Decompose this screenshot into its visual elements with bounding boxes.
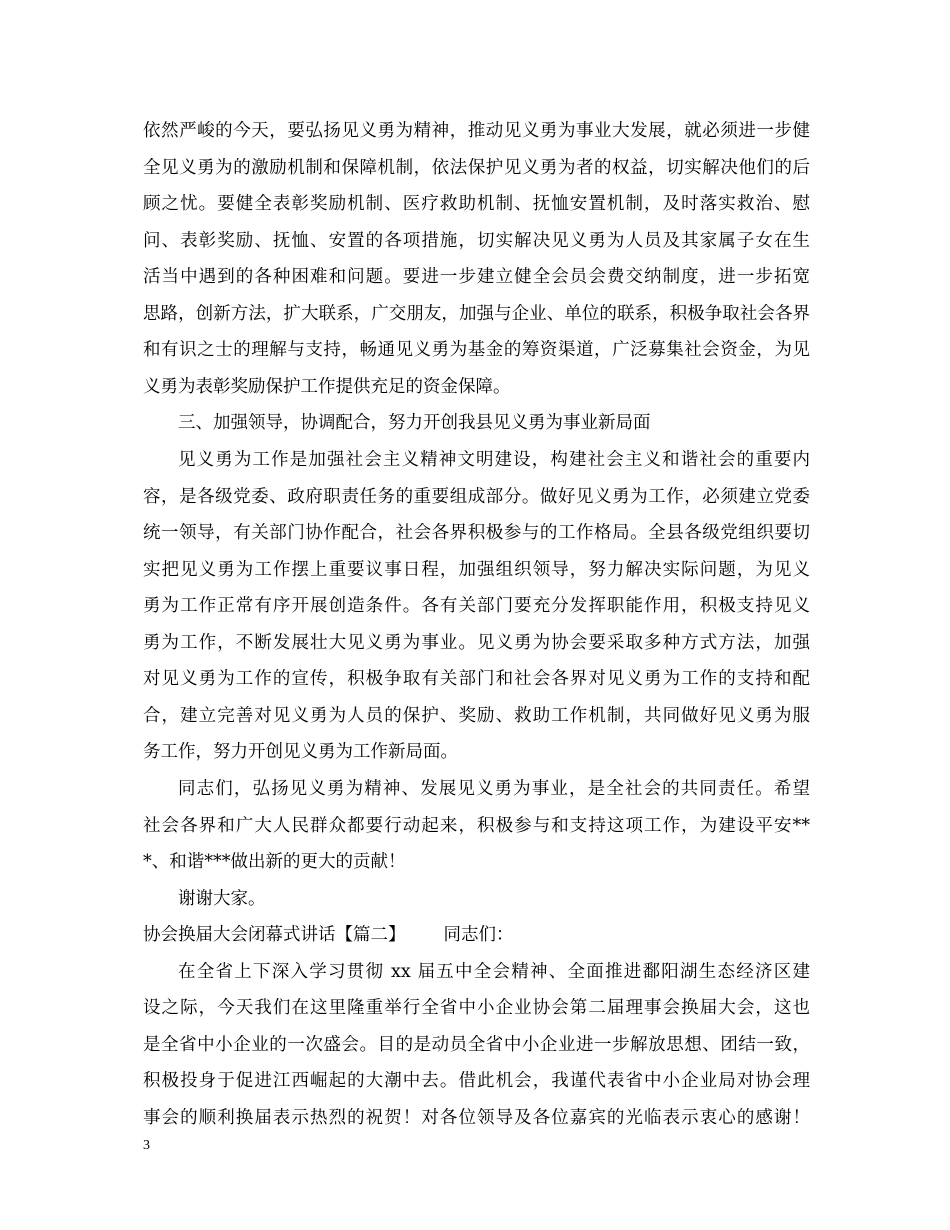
text-line: 在全省上下深入学习贯彻 xx 届五中全会精神、全面推进鄱阳湖生态经济区建 [178,962,810,982]
text-line: 容，是各级党委、政府职责任务的重要组成部分。做好见义勇为工作，必须建立党委 [143,487,810,507]
text-line: 全见义勇为的激励机制和保障机制，依法保护见义勇为者的权益，切实解决他们的后 [143,158,810,178]
text-line: 对见义勇为工作的宣传，积极争取有关部门和社会各界对见义勇为工作的支持和配 [143,669,810,689]
text-line: 事会的顺利换届表示热烈的祝贺！对各位领导及各位嘉宾的光临表示衷心的感谢！ [143,1108,810,1128]
salutation: 同志们： [443,925,514,945]
text-line: 统一领导，有关部门协作配合，社会各界积极参与的工作格局。全县各级党组织要切 [143,523,810,543]
text-line: 实把见义勇为工作摆上重要议事日程，加强组织领导，努力解决实际问题，为见义 [143,560,810,580]
text-line: 和有识之士的理解与支持，畅通见义勇为基金的筹资渠道，广泛募集社会资金，为见 [143,340,810,360]
text-line: 义勇为表彰奖励保护工作提供充足的资金保障。 [143,377,511,397]
section-heading: 三、加强领导，协调配合，努力开创我县见义勇为事业新局面 [178,413,651,433]
text-line: 见义勇为工作是加强社会主义精神文明建设，构建社会主义和谐社会的重要内 [178,450,810,470]
text-line: 合，建立完善对见义勇为人员的保护、奖励、救助工作机制，共同做好见义勇为服 [143,706,810,726]
text-line: 问、表彰奖励、抚恤、安置的各项措施，切实解决见义勇为人员及其家属子女在生 [143,231,810,251]
text-line: 是全省中小企业的一次盛会。目的是动员全省中小企业进一步解放思想、团结一致， [143,1035,810,1055]
text-line: 依然严峻的今天，要弘扬见义勇为精神，推动见义勇为事业大发展，就必须进一步健 [143,121,810,141]
page-number: 3 [143,1138,150,1153]
text-line: 活当中遇到的各种困难和问题。要进一步建立健全会员会费交纳制度，进一步拓宽 [143,267,810,287]
text-line: 顾之忧。要健全表彰奖励机制、医疗救助机制、抚恤安置机制，及时落实救治、慰 [143,194,810,214]
text-line: 勇为工作，不断发展壮大见义勇为事业。见义勇为协会要采取多种方式方法，加强 [143,633,810,653]
text-line: 勇为工作正常有序开展创造条件。各有关部门要充分发挥职能作用，积极支持见义 [143,596,810,616]
part-two-title: 协会换届大会闭幕式讲话【篇二】 [143,925,406,945]
text-line: 积极投身于促进江西崛起的大潮中去。借此机会，我谨代表省中小企业局对协会理 [143,1071,810,1091]
part-two-heading-line [143,917,810,953]
text-line: 社会各界和广大人民群众都要行动起来，积极参与和支持这项工作，为建设平安** [143,816,810,836]
text-line: 务工作，努力开创见义勇为工作新局面。 [143,742,458,762]
text-line: 设之际，今天我们在这里隆重举行全省中小企业协会第二届理事会换届大会，这也 [143,998,810,1018]
closing-line: 谢谢大家。 [178,889,266,909]
text-line: *、和谐***做出新的更大的贡献！ [143,852,406,872]
text-line: 同志们，弘扬见义勇为精神、发展见义勇为事业，是全社会的共同责任。希望 [178,779,810,799]
text-line: 思路，创新方法，扩大联系，广交朋友，加强与企业、单位的联系，积极争取社会各界 [143,304,810,324]
